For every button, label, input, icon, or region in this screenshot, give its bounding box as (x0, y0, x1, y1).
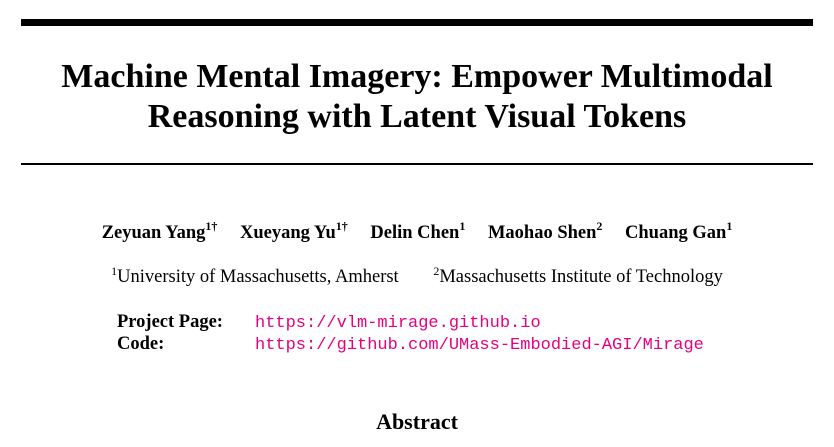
author (239, 218, 348, 245)
project-page-link[interactable]: https://vlm-mirage.github.io (255, 314, 541, 333)
author (101, 218, 218, 245)
author-mark: 1 (459, 218, 466, 233)
paper-title (0, 57, 834, 137)
author-name: Xueyang Yu (239, 223, 336, 243)
title-line-2: Reasoning with Latent Visual Tokens (147, 98, 687, 135)
author-name: Delin Chen (370, 223, 460, 243)
title-line-1: Machine Mental Imagery: Empower Multimodal (61, 58, 773, 95)
abstract-heading: Abstract (376, 409, 458, 434)
author-mark: 1† (335, 218, 348, 233)
author (487, 218, 603, 245)
author-name: Maohao Shen (487, 223, 597, 243)
affiliation-name: University of Massachusetts, Amherst (117, 267, 399, 287)
author-name: Chuang Gan (625, 223, 727, 243)
bottom-rule (21, 163, 813, 165)
affiliation-mark: 2 (433, 263, 440, 278)
code-label: Code: (117, 334, 165, 354)
links-block (117, 311, 704, 355)
author-mark: 2 (596, 218, 603, 233)
project-page-row (117, 311, 704, 333)
author-name: Zeyuan Yang (101, 223, 206, 243)
author (625, 218, 733, 245)
author-mark: 1† (205, 218, 218, 233)
affiliation (111, 265, 399, 289)
affiliation-name: Massachusetts Institute of Technology (439, 267, 723, 287)
affiliation (433, 265, 723, 289)
affiliation-mark: 1 (111, 263, 118, 278)
project-page-label: Project Page: (117, 312, 223, 332)
author (370, 218, 466, 245)
author-mark: 1 (726, 218, 733, 233)
code-row (117, 333, 704, 355)
code-link[interactable]: https://github.com/UMass-Embodied-AGI/Mirage (255, 336, 704, 355)
top-rule (21, 19, 813, 26)
author-list (0, 218, 834, 245)
affiliation-list (0, 265, 834, 289)
